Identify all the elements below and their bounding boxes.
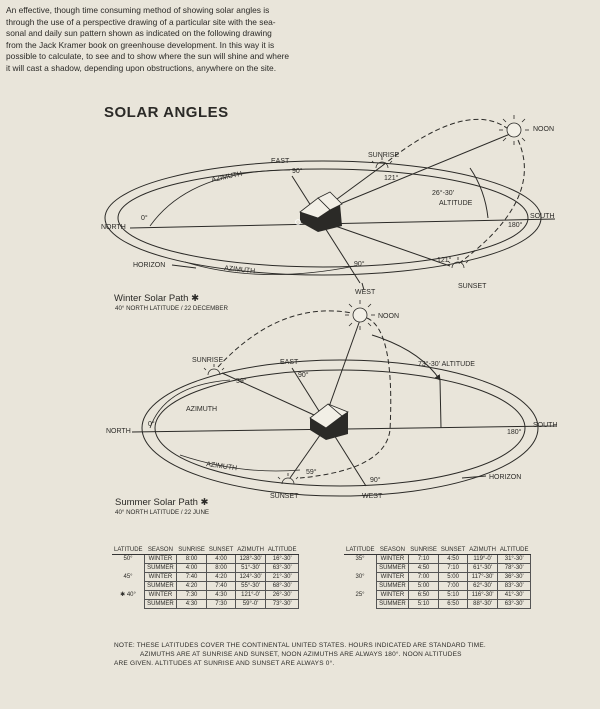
cell-sunset: 8:00 [207,564,235,573]
winter-deg121-bottom: 121° [437,257,452,264]
cell-azimuth: 55°-30' [235,582,266,591]
summer-caption: Summer Solar Path ✱ [115,497,209,508]
cell-altitude: 63°-30' [266,564,299,573]
summer-sunset-label: SUNSET [270,493,299,500]
cell-azimuth: 117°-30' [467,573,498,582]
cell-lat: 30° [355,574,365,580]
cell-altitude: 78°-30' [498,564,531,573]
cell-season: WINTER [145,591,177,600]
summer-deg90-bottom: 90° [370,477,381,484]
summer-azimuth-bottom: AZIMUTH [205,461,238,473]
intro-line: possible to calculate, to see and to show where the sun will shine and where [6,51,290,61]
summer-horizon-label: HORIZON [489,474,522,481]
table-row [344,582,530,591]
summer-altitude-tick [440,380,441,428]
cell-altitude: 83°-30' [498,582,531,591]
summer-south-label: SOUTH [533,422,558,429]
table-row [112,582,298,591]
winter-noon-sun-icon [499,115,529,145]
cell-sunset: 7:10 [439,564,467,573]
note-line: NOTE: THESE LATITUDES COVER THE CONTINENTAL UNITED STATES. HOURS INDICATED ARE STANDARD TIME. [114,642,486,649]
table-row [112,600,298,609]
summer-noon-label: NOON [378,313,399,320]
table-row [344,573,530,582]
table-row [344,600,530,609]
cell-altitude: 36°-30' [498,573,531,582]
winter-deg121-top: 121° [384,175,399,182]
page-title: SOLAR ANGLES [104,104,229,121]
winter-noon-ray [318,134,510,213]
cell-azimuth: 61°-30' [467,564,498,573]
winter-subcaption: 40° NORTH LATITUDE / 22 DECEMBER [115,305,228,312]
cell-lat [344,564,377,573]
header-latitude: LATITUDE [346,547,375,553]
cell-season: WINTER [145,573,177,582]
header-sunrise: SUNRISE [178,547,205,553]
cell-azimuth: 59°-0' [235,600,266,609]
table-header-row [112,546,298,555]
cell-sunrise: 5:10 [408,600,439,609]
cell-sunrise: 4:20 [176,582,207,591]
summer-deg59-bottom: 59° [306,469,317,476]
winter-south-label: SOUTH [530,213,555,220]
cell-sunrise: 7:10 [408,555,439,564]
winter-deg90-top: 90° [292,168,303,175]
cell-lat [112,600,145,609]
cell-sunrise: 5:00 [408,582,439,591]
solar-table-right [344,546,531,609]
summer-deg59-top: 59° [236,378,247,385]
cell-sunset: 4:30 [207,591,235,600]
header-sunrise: SUNRISE [410,547,437,553]
cell-azimuth: 51°-30' [235,564,266,573]
horizon-pointer [172,265,196,268]
cell-lat: 25° [355,592,365,598]
winter-horizon-label: HORIZON [133,262,166,269]
cell-altitude: 41°-30' [498,591,531,600]
cell-sunrise: 4:00 [176,564,207,573]
intro-line: from the Jack Kramer book on greenhouse development. In this way it is [6,39,275,50]
summer-west-label: WEST [362,493,383,500]
cell-lat [112,582,145,591]
cell-season: WINTER [377,555,409,564]
header-season: SEASON [377,546,409,555]
summer-azimuth-arc-bottom [180,455,300,471]
winter-deg90-bottom: 90° [354,261,365,268]
cell-sunset: 4:00 [207,555,235,564]
table-row [112,591,298,600]
cell-sunrise: 6:50 [408,591,439,600]
cell-altitude: 68°-30' [266,582,299,591]
summer-sunset-sun-icon [278,473,298,484]
table-row [344,555,530,564]
cell-lat: 45° [123,574,133,580]
cell-sunset: 5:00 [439,573,467,582]
winter-deg0: 0° [141,215,148,222]
summer-east-label: EAST [280,359,299,366]
summer-subcaption: 40° NORTH LATITUDE / 22 JUNE [115,509,210,516]
cell-season: SUMMER [377,582,409,591]
cell-sunset: 7:30 [207,600,235,609]
solar-table-left [112,546,299,609]
cell-season: SUMMER [145,600,177,609]
intro-line: sonal and daily sun pattern shown as indicated on the following drawing [6,28,272,38]
winter-altitude-label: ALTITUDE [439,200,473,207]
cell-sunset: 4:20 [207,573,235,582]
summer-azimuth-arc-top [150,380,230,428]
cell-altitude: 16°-30' [266,555,299,564]
header-altitude: ALTITUDE [267,547,297,553]
summer-deg180: 180° [507,429,522,436]
cell-season: WINTER [377,573,409,582]
summer-deg90-top: 90° [298,372,309,379]
summer-altitude-label: 73°-30' ALTITUDE [418,361,475,368]
cell-sunrise: 7:30 [176,591,207,600]
winter-north-south-axis [130,219,555,228]
winter-north-label: NORTH [101,224,126,231]
cell-lat: ✱ 40° [120,592,136,598]
winter-azimuth-top: AZIMUTH [210,170,243,184]
summer-noon-ray [325,320,360,418]
summer-azimuth-top: AZIMUTH [186,406,218,413]
cell-season: WINTER [377,591,409,600]
header-season: SEASON [145,546,177,555]
cell-sunrise: 4:30 [176,600,207,609]
winter-building [296,192,342,232]
table-note [114,641,584,668]
header-latitude: LATITUDE [114,547,143,553]
cell-sunset: 5:10 [439,591,467,600]
cell-altitude: 63°-30' [498,600,531,609]
cell-lat: 35° [355,556,365,563]
cell-azimuth: 128°-30' [235,555,266,564]
header-altitude: ALTITUDE [499,547,529,553]
cell-altitude: 21°-30' [266,573,299,582]
note-line: AZIMUTHS ARE AT SUNRISE AND SUNSET, NOON AZIMUTHS ARE ALWAYS 180°. NOON ALTITUDES [140,651,462,658]
cell-sunrise: 7:00 [408,573,439,582]
winter-sunset-label: SUNSET [458,283,487,290]
cell-azimuth: 116°-30' [467,591,498,600]
cell-sunset: 7:40 [207,582,235,591]
table-row [112,555,298,564]
cell-altitude: 26°-30' [266,591,299,600]
cell-sunrise: 4:50 [408,564,439,573]
cell-altitude: 73°-30' [266,600,299,609]
intro-line: An effective, though time consuming method of showing solar angles is [6,5,270,15]
cell-lat [112,564,145,573]
cell-sunset: 7:00 [439,582,467,591]
table-row [112,573,298,582]
intro-line: it will cast a shadow, depending upon obstructions, anywhere on the site. [6,62,277,73]
winter-east-label: EAST [271,158,290,165]
summer-building [310,404,348,440]
note-line: ARE GIVEN. ALTITUDES AT SUNRISE AND SUNSET ARE ALWAYS 0°. [114,660,335,667]
winter-sunrise-label: SUNRISE [368,152,400,159]
cell-season: WINTER [145,555,177,564]
summer-noon-sun-icon [345,300,375,330]
cell-azimuth: 62°-30' [467,582,498,591]
cell-azimuth: 88°-30' [467,600,498,609]
cell-lat [344,582,377,591]
intro-line: through the use of a perspective drawing of a particular site with the sea- [6,16,276,27]
header-azimuth: AZIMUTH [469,547,496,553]
cell-azimuth: 119°-0' [467,555,498,564]
header-sunset: SUNSET [440,547,466,553]
cell-season: SUMMER [377,564,409,573]
table-row [344,564,530,573]
winter-azimuth-bottom: AZIMUTH [223,265,256,276]
cell-lat [344,600,377,609]
summer-deg0: 0° [148,421,155,428]
winter-azimuth-arc-bottom [185,262,355,275]
winter-sun-path [382,119,512,166]
cell-season: SUMMER [145,582,177,591]
cell-altitude: 31°-30' [498,555,531,564]
cell-azimuth: 124°-30' [235,573,266,582]
cell-sunrise: 7:40 [176,573,207,582]
cell-azimuth: 121°-0' [235,591,266,600]
summer-sunrise-label: SUNRISE [192,357,224,364]
cell-lat: 50° [123,556,133,563]
table-row [112,564,298,573]
cell-sunset: 4:50 [439,555,467,564]
cell-season: SUMMER [377,600,409,609]
summer-north-label: NORTH [106,428,131,435]
winter-deg180: 180° [508,222,523,229]
cell-season: SUMMER [145,564,177,573]
winter-altitude-value: 26°-30' [432,190,455,197]
winter-west-label: WEST [355,289,376,296]
header-azimuth: AZIMUTH [237,547,264,553]
table-header-row [344,546,530,555]
winter-altitude-arc [470,168,488,218]
cell-sunset: 6:50 [439,600,467,609]
table-row [344,591,530,600]
summer-diagram [132,311,556,496]
header-sunset: SUNSET [208,547,234,553]
winter-caption: Winter Solar Path ✱ [114,293,200,304]
winter-noon-label: NOON [533,126,554,133]
cell-sunrise: 8:00 [176,555,207,564]
